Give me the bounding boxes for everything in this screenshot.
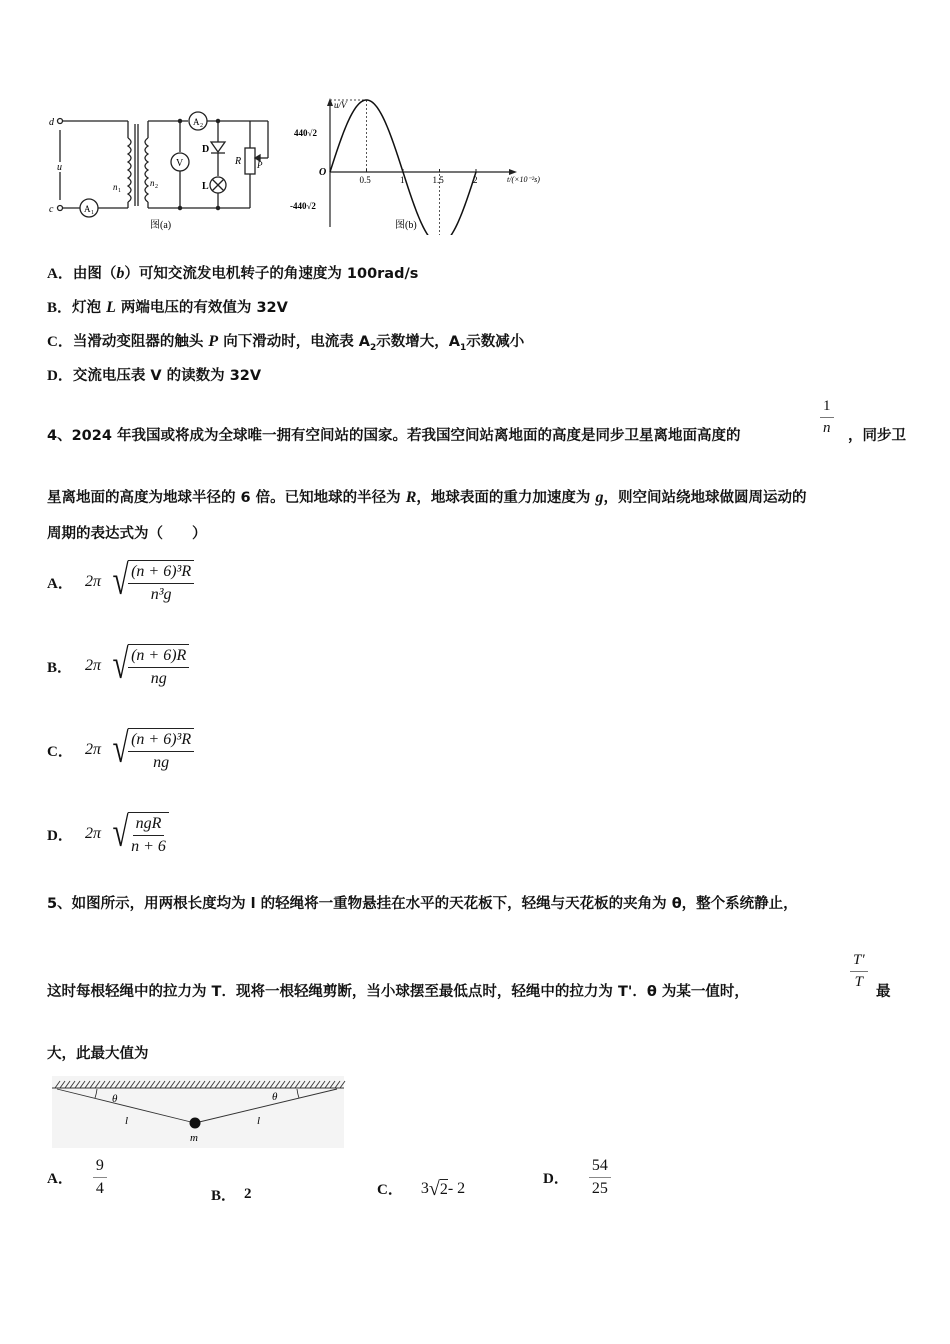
y-axis-label: u/V	[334, 100, 347, 110]
q4-option-d[interactable]	[47, 812, 169, 856]
text: 星离地面的高度为地球半径的 6 倍。已知地球的半径为	[47, 490, 406, 506]
fraction-numerator: 54	[589, 1157, 611, 1178]
subscript: 2	[370, 342, 377, 353]
text: 4、2024 年我国或将成为全球唯一拥有空间站的国家。若我国空间站离地面的高度是同步卫星离地面高度的	[47, 428, 741, 444]
coefficient: 2π	[85, 657, 102, 674]
graph-figure	[285, 95, 555, 235]
slider-label: P	[257, 160, 263, 170]
option-label: C．	[377, 1182, 403, 1198]
q5-option-a[interactable]	[47, 1157, 107, 1198]
radical-sign: √	[112, 726, 129, 772]
text: 最	[876, 984, 891, 1000]
coefficient: 2π	[85, 573, 102, 590]
q4-stem-line2	[47, 486, 806, 507]
q3-option-b[interactable]	[47, 296, 288, 317]
q5-stem-line2-end	[876, 980, 891, 1001]
text: 周期的表达式为（ ）	[47, 526, 207, 542]
square-root	[109, 812, 169, 856]
sqrt-sign: √	[428, 1177, 440, 1200]
pendulum-diagram	[47, 1076, 347, 1148]
fraction-denominator: n³g	[150, 586, 172, 603]
ammeter-a2-label: A	[193, 117, 200, 127]
text: 灯泡	[72, 300, 107, 316]
text: ，同步卫	[848, 428, 906, 444]
theta-left-label: θ	[112, 1093, 118, 1105]
constant: - 2	[447, 1179, 466, 1197]
mass-label: m	[190, 1132, 198, 1144]
text: 向下滑动时，电流表 A	[218, 334, 371, 350]
fraction-numerator: (n + 6)³R	[128, 731, 194, 752]
radical-sign: √	[112, 558, 129, 604]
text: 示数减小	[466, 334, 525, 350]
terminal-c-label: c	[49, 204, 54, 215]
q3-option-d[interactable]	[47, 364, 261, 385]
figure-a-caption: 图(a)	[150, 220, 172, 231]
coefficient: 3	[420, 1179, 429, 1197]
figure-b-caption: 图(b)	[395, 220, 417, 231]
option-value: 2	[244, 1186, 252, 1202]
fraction-denominator: ng	[150, 670, 167, 687]
text: 由图（	[72, 266, 117, 282]
voltage-graph	[285, 95, 555, 235]
q5-option-d[interactable]	[543, 1157, 611, 1198]
option-label: A．	[47, 1171, 73, 1187]
option-label: D．	[47, 827, 73, 844]
radical-sign: √	[112, 810, 129, 856]
option-label: C．	[47, 743, 73, 760]
text: 5、如图所示，用两根长度均为 l 的轻绳将一重物悬挂在水平的天花板下，轻绳与天花板的夹角为 θ，整个系统静止，	[47, 896, 798, 912]
l-right-label: l	[257, 1115, 261, 1127]
coefficient: 2π	[85, 825, 102, 842]
primary-n1-sub: 1	[118, 188, 121, 194]
voltmeter-label: V	[176, 158, 184, 169]
fraction-denominator: n	[823, 420, 831, 436]
option-label: A．	[47, 575, 73, 592]
secondary-n2-sub: 2	[155, 184, 158, 190]
q5-option-c[interactable]	[377, 1178, 465, 1199]
radical-sign: √	[112, 642, 129, 688]
fraction-numerator: 9	[93, 1157, 107, 1178]
fraction-denominator: ng	[153, 754, 170, 771]
option-label: B．	[211, 1188, 237, 1204]
square-root	[109, 644, 189, 688]
circuit-diagram	[40, 100, 280, 235]
terminal-d-label: d	[49, 117, 54, 128]
q3-option-a[interactable]	[47, 262, 418, 283]
x-tick-label: 2	[473, 175, 478, 185]
q5-stem-line2	[47, 980, 749, 1001]
text: 交流电压表 V 的读数为 32V	[72, 368, 262, 384]
text: 示数增大，A	[376, 334, 461, 350]
ammeter-a1-sub: 1	[91, 210, 94, 216]
square-root	[109, 728, 194, 772]
math-b: b	[116, 265, 125, 282]
fraction-numerator: T′	[850, 952, 868, 972]
q5-stem-line3	[47, 1042, 149, 1063]
radicand: 2	[439, 1180, 448, 1198]
fraction-denominator: 4	[95, 1180, 104, 1197]
q4-option-a[interactable]	[47, 560, 194, 604]
q4-stem-line1	[47, 424, 741, 445]
text: ）可知交流发电机转子的角速度为 100rad/s	[124, 266, 419, 282]
secondary-n2-label: n	[150, 178, 155, 188]
origin-label: O	[319, 167, 327, 178]
y-max-label: 440√2	[294, 128, 317, 138]
math-l: L	[106, 299, 116, 316]
coefficient: 2π	[85, 741, 102, 758]
ammeter-a2-sub: 2	[200, 123, 203, 129]
text: ，则空间站绕地球做圆周运动的	[603, 490, 807, 506]
q4-stem-line1-end	[848, 424, 906, 445]
q5-fraction	[850, 952, 868, 991]
option-label: B．	[47, 659, 73, 676]
option-label: B．	[47, 300, 73, 316]
q4-option-b[interactable]	[47, 644, 189, 688]
x-tick-label: 1	[400, 175, 405, 185]
sine-curve	[330, 100, 476, 235]
option-label: D．	[543, 1171, 569, 1187]
lamp-label: L	[202, 181, 209, 192]
q3-option-c[interactable]	[47, 330, 524, 353]
x-tick-label: 0.5	[359, 175, 371, 185]
text: 两端电压的有效值为 32V	[115, 300, 288, 316]
l-left-label: l	[125, 1115, 129, 1127]
q5-stem-line1	[47, 892, 798, 913]
text: ，地球表面的重力加速度为	[416, 490, 596, 506]
subscript: 1	[460, 342, 467, 353]
fraction-denominator: 25	[591, 1180, 608, 1197]
option-label: D．	[47, 368, 73, 384]
diode-label: D	[202, 144, 210, 155]
q5-option-b[interactable]	[211, 1184, 252, 1205]
fraction-denominator: T	[854, 974, 863, 990]
pendulum-figure	[47, 1076, 347, 1148]
math-g: g	[595, 489, 604, 506]
q4-fraction	[820, 398, 834, 437]
math-p: P	[208, 333, 219, 350]
fraction-denominator: n + 6	[131, 838, 166, 855]
square-root	[109, 560, 194, 604]
fraction-numerator: (n + 6)R	[128, 647, 189, 668]
option-label: C．	[47, 334, 73, 350]
fraction-numerator: 1	[820, 398, 834, 418]
x-axis-label: t/(×10⁻²s)	[507, 175, 540, 184]
y-min-label: -440√2	[290, 201, 316, 211]
input-u-label: u	[57, 162, 62, 173]
text: 当滑动变阻器的触头	[72, 334, 209, 350]
option-label: A．	[47, 266, 73, 282]
x-tick-label: 1.5	[432, 175, 444, 185]
q4-option-c[interactable]	[47, 728, 194, 772]
text: 大，此最大值为	[47, 1046, 149, 1062]
fraction-numerator: ngR	[133, 815, 165, 836]
theta-right-label: θ	[272, 1091, 278, 1103]
circuit-figure	[40, 100, 280, 235]
fraction-numerator: (n + 6)³R	[128, 563, 194, 584]
mass-ball	[190, 1118, 201, 1129]
primary-n1-label: n	[113, 182, 118, 192]
resistor-label: R	[235, 156, 242, 167]
text: 这时每根轻绳中的拉力为 T．现将一根轻绳剪断，当小球摆至最低点时，轻绳中的拉力为 T'．θ 为某一值时，	[47, 984, 749, 1000]
q4-stem-line3	[47, 522, 207, 543]
ammeter-a1-label: A	[84, 204, 91, 214]
math-r: R	[405, 489, 417, 506]
